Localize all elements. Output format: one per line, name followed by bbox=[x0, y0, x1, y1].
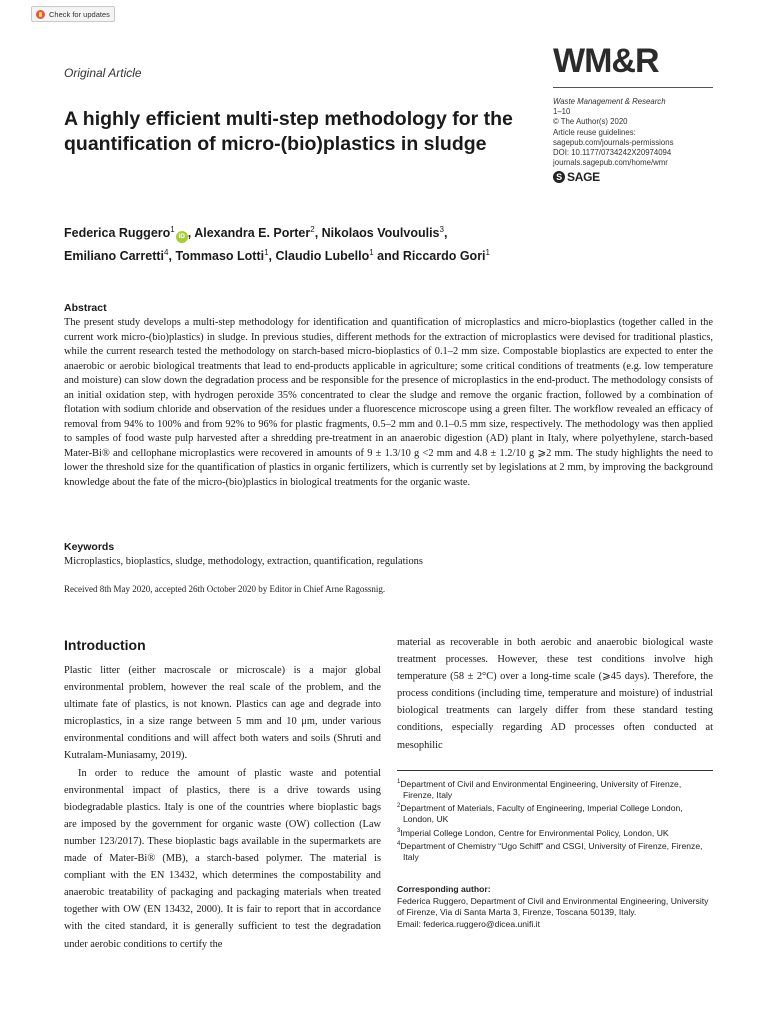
author-affiliation-number: 1 bbox=[369, 248, 374, 258]
crossmark-icon bbox=[36, 10, 45, 19]
orcid-icon[interactable]: iD bbox=[176, 231, 188, 243]
affiliation-number: 3 bbox=[397, 827, 401, 834]
author-separator: and bbox=[373, 249, 403, 264]
abstract-heading: Abstract bbox=[64, 302, 107, 314]
sage-logo bbox=[553, 171, 673, 183]
introduction-heading: Introduction bbox=[64, 637, 146, 653]
author-affiliation-number: 2 bbox=[310, 225, 315, 234]
introduction-paragraph: material as recoverable in both aerobic and anaerobic biological waste treatment processes. However, these test conditions involve high temperature (58 ± 2°C) over a long-time scale (⩾45 days). Therefore, the process conditions (including time, temperature and moisture) of industrial biological treatments can largely differ from these standard testing conditions, especially regarding AD processes often conducted at mesophilic bbox=[397, 637, 713, 751]
sage-s-icon: S bbox=[553, 171, 565, 183]
doi[interactable]: DOI: 10.1177/0734242X20974094 bbox=[553, 148, 672, 158]
author-name[interactable]: Federica Ruggero bbox=[64, 226, 171, 241]
introduction-paragraph: Plastic litter (either macroscale or microscale) is a major global environmental problem, however the real scale of the problem, and the ultimate fate of plastics, is not known. Plastics can age and degrade into microplastics, in a size range between 5 mm and 10 μm, under various environmental conditions and will affect both waters and soils (Shruti and Kutralam-Muniasamy, 2019). bbox=[64, 665, 381, 762]
introduction-right-column bbox=[397, 634, 713, 754]
keywords-text: Microplastics, bioplastics, sludge, methodology, extraction, quantification, regulations bbox=[64, 556, 423, 567]
author-separator: , bbox=[443, 226, 448, 241]
author-affiliation-number: 4 bbox=[164, 248, 169, 258]
affiliation-text: Department of Chemistry “Ugo Schiff” and CSGI, University of Firenze, Firenze, Italy bbox=[400, 840, 703, 862]
author-name[interactable]: Claudio Lubello bbox=[275, 249, 370, 264]
publisher-name: SAGE bbox=[567, 170, 600, 185]
check-for-updates-button[interactable] bbox=[31, 6, 115, 22]
corresponding-author-heading: Corresponding author: bbox=[397, 884, 491, 894]
affiliation-item bbox=[397, 826, 713, 839]
author-name[interactable]: Alexandra E. Porter bbox=[194, 226, 311, 241]
article-title: A highly efficient multi-step methodology for the quantification of micro-(bio)plastics in sludge bbox=[64, 108, 513, 155]
affiliation-number: 1 bbox=[397, 779, 401, 785]
article-type: Original Article bbox=[64, 66, 142, 80]
affiliation-text: Department of Materials, Faculty of Engineering, Imperial College London, London, UK bbox=[400, 803, 683, 825]
journal-name: Waste Management & Research bbox=[553, 97, 666, 106]
author-name[interactable]: Tommaso Lotti bbox=[175, 249, 265, 264]
journal-homepage-link[interactable]: journals.sagepub.com/home/wmr bbox=[553, 158, 668, 168]
author-separator: , bbox=[314, 226, 322, 241]
author-separator: , bbox=[268, 249, 276, 264]
author-affiliation-number: 1 bbox=[170, 225, 175, 234]
affiliation-item bbox=[397, 839, 713, 863]
abstract-text: The present study develops a multi-step methodology for identification and quantification of microplastics and micro-bioplastics (together called in the current work micro-(bio)plastics) in sludge. In previous studies, different methods for the extraction of microplastics were devised for traditional plastics, while the current research tested the methodology on starch-based micro-bioplastics of 0.1–2 mm size. Compostable bioplastics are expected to enter the anaerobic or aerobic biological treatments that lead to end-products applicable in agriculture; some critical conditions of treatments (e.g. low temperature and moisture) can slow down the degradation process and be responsible for the presence of microplastics in the end-product. The methodology consists of an initial oxidation step, with hydrogen peroxide 35% concentrated to clear the sludge and remove the organic fraction, followed by a combination of flotation with sodium chloride and observation of the residues under a fluorescence microscope using a green filter. The workflow revealed an efficacy of removal from 94% to 100% and from 92% to 96% for plastic fragments, 0.5–2 mm and 0.1–0.5 mm size, respectively. The methodology was then applied to samples of food waste pulp harvested after a shredding pre-treatment in an anaerobic digestion (AD) plant in Italy, where polyethylene, starch-based Mater-Bi® and cellophane microplastics were recovered in amounts of 9 ± 1.3/10 g <2 mm and 4.8 ± 1.2/10 g ⩾2 mm. The study highlights the need to lower the threshold size for the quantification of plastics in organic fertilizers, which is currently set by legislations at 2 mm, by improving the background knowledge about the fate of the micro-(bio)plastics in biological treatments for the organic waste. bbox=[64, 317, 713, 488]
corresponding-author bbox=[397, 884, 713, 930]
permissions-link[interactable]: sagepub.com/journals-permissions bbox=[553, 137, 674, 147]
affiliation-number: 2 bbox=[397, 803, 401, 810]
affiliation-number: 4 bbox=[397, 840, 401, 847]
received-dates: Received 8th May 2020, accepted 26th October 2020 by Editor in Chief Arne Ragossnig. bbox=[64, 584, 386, 594]
affiliation-item bbox=[397, 777, 713, 801]
author-name[interactable]: Emiliano Carretti bbox=[64, 249, 165, 264]
introduction-paragraph: In order to reduce the amount of plastic waste and potential environmental impact of plastics, there is a drive towards using biodegradable plastics. Italy is one of the countries where bioplastic bags are imposed by the government for organic waste (OW) collection (Law number 123/2017). These bioplastic bags available in the supermarkets are made of Mater-Bi® (MB), a starch-based polymer. The material is compliant with the EN 13432, which determines the compostability and anaerobic treatability of packaging and packaging materials when treated together with OW (EN 13432, 2000). It is fair to report that in accordance with the cited standard, it is generally sufficient to test the degradation under aerobic conditions to certify the bbox=[64, 767, 381, 950]
author-separator: , bbox=[187, 226, 195, 241]
page-range: 1–10 bbox=[553, 107, 571, 117]
author-affiliation-number: 3 bbox=[439, 225, 444, 234]
check-for-updates-label: Check for updates bbox=[49, 9, 110, 19]
footnote-divider bbox=[397, 770, 713, 771]
affiliations bbox=[397, 777, 713, 863]
copyright: © The Author(s) 2020 bbox=[553, 117, 628, 127]
author-affiliation-number: 1 bbox=[264, 248, 269, 258]
author-list bbox=[64, 220, 624, 266]
reuse-guidelines-label: Article reuse guidelines: bbox=[553, 127, 636, 137]
keywords-heading: Keywords bbox=[64, 541, 115, 553]
corresponding-author-email[interactable]: Email: federica.ruggero@dicea.unifi.it bbox=[397, 918, 540, 929]
author-name[interactable]: Nikolaos Voulvoulis bbox=[321, 226, 440, 241]
introduction-left-column bbox=[64, 662, 381, 953]
affiliation-text: Imperial College London, Centre for Environmental Policy, London, UK bbox=[400, 827, 669, 838]
author-name[interactable]: Riccardo Gori bbox=[402, 249, 486, 264]
author-affiliation-number: 1 bbox=[485, 248, 490, 258]
header-divider bbox=[553, 87, 713, 88]
corresponding-author-address: Federica Ruggero, Department of Civil and Environmental Engineering, University of Firenze, Via di Santa Marta 3, Firenze, Toscana 50139, Italy. bbox=[397, 895, 709, 918]
affiliation-text: Department of Civil and Environmental Engineering, University of Firenze, Firenze, Italy bbox=[400, 778, 682, 801]
affiliation-item bbox=[397, 801, 713, 825]
author-separator: , bbox=[168, 249, 176, 264]
journal-logo: WM&R bbox=[553, 42, 659, 80]
journal-info bbox=[553, 97, 673, 183]
